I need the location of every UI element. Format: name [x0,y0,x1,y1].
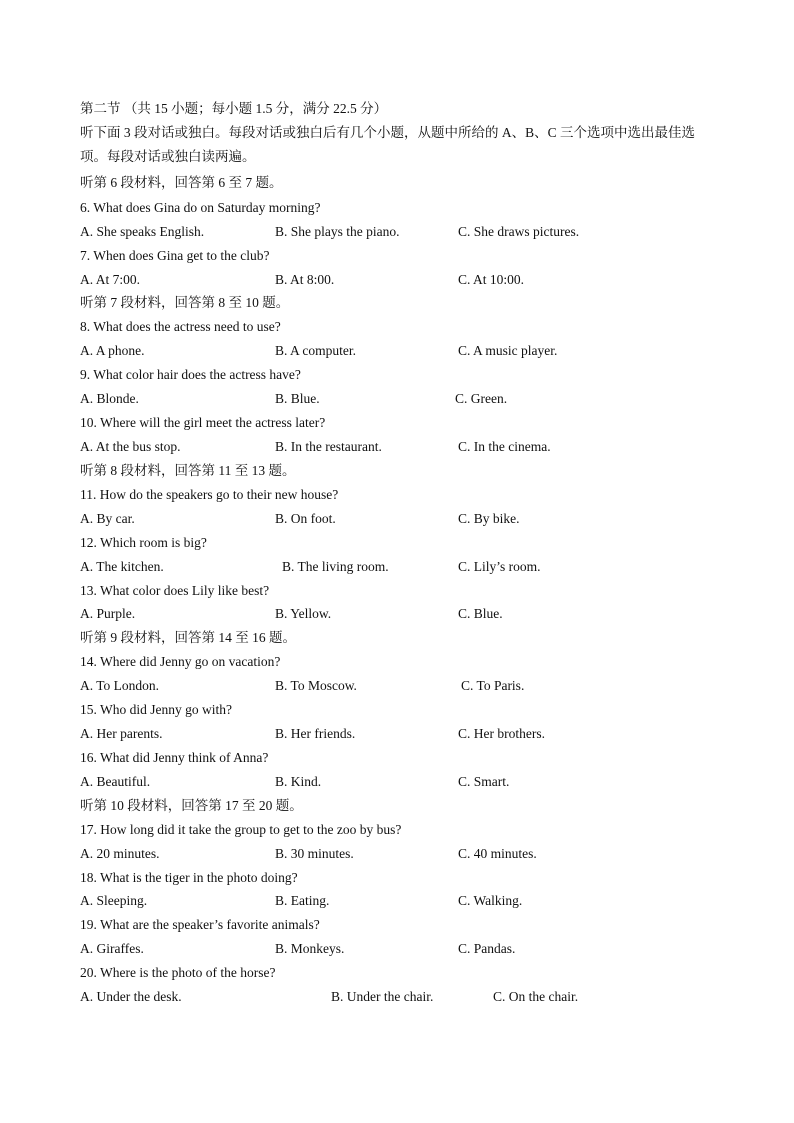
material-header-6: 听第 6 段材料，回答第 6 至 7 题。 [80,175,283,190]
q12-option-c: C. Lily’s room. [458,559,541,574]
section-instructions: 听下面 3 段对话或独白。每段对话或独白后有几个小题，从题中所给的 A、B、C 三个选项中选出最佳选项。每段对话或独白读两遍。 [80,125,696,164]
q17-option-b: B. 30 minutes. [275,846,354,861]
q6-option-b: B. She plays the piano. [275,224,400,239]
q19-option-b: B. Monkeys. [275,941,345,956]
q15-option-a: A. Her parents. [80,726,163,741]
q13-option-c: C. Blue. [458,606,503,621]
q10-option-c: C. In the cinema. [458,439,551,454]
q17-option-a: A. 20 minutes. [80,846,160,861]
question-6: 6. What does Gina do on Saturday morning? [80,200,321,215]
q19-option-a: A. Giraffes. [80,941,144,956]
q17-option-c: C. 40 minutes. [458,846,537,861]
q16-option-c: C. Smart. [458,774,510,789]
question-11: 11. How do the speakers go to their new house? [80,487,339,502]
q6-option-c: C. She draws pictures. [458,224,580,239]
q10-option-a: A. At the bus stop. [80,439,181,454]
q15-option-b: B. Her friends. [275,726,356,741]
question-8: 8. What does the actress need to use? [80,319,281,334]
q18-option-a: A. Sleeping. [80,893,148,908]
question-14: 14. Where did Jenny go on vacation? [80,654,281,669]
q11-option-b: B. On foot. [275,511,336,526]
q16-option-b: B. Kind. [275,774,322,789]
q7-option-a: A. At 7:00. [80,272,141,287]
q19-option-c: C. Pandas. [458,941,516,956]
q20-option-b: B. Under the chair. [331,989,434,1004]
question-16: 16. What did Jenny think of Anna? [80,750,269,765]
q8-option-c: C. A music player. [458,343,558,358]
section-title: 第二节 （共 15 小题；每小题 1.5 分，满分 22.5 分） [80,101,388,116]
q9-option-a: A. Blonde. [80,391,139,406]
q12-option-b: B. The living room. [282,559,389,574]
q20-option-a: A. Under the desk. [80,989,182,1004]
q18-option-c: C. Walking. [458,893,523,908]
q16-option-a: A. Beautiful. [80,774,151,789]
q11-option-a: A. By car. [80,511,135,526]
question-10: 10. Where will the girl meet the actress later? [80,415,326,430]
q14-option-b: B. To Moscow. [275,678,357,693]
question-19: 19. What are the speaker’s favorite animals? [80,917,320,932]
q6-option-a: A. She speaks English. [80,224,205,239]
q14-option-a: A. To London. [80,678,160,693]
q18-option-b: B. Eating. [275,893,330,908]
q9-option-b: B. Blue. [275,391,320,406]
q8-option-a: A. A phone. [80,343,145,358]
q15-option-c: C. Her brothers. [458,726,545,741]
material-header-8: 听第 8 段材料，回答第 11 至 13 题。 [80,463,296,478]
q11-option-c: C. By bike. [458,511,520,526]
question-13: 13. What color does Lily like best? [80,583,270,598]
question-7: 7. When does Gina get to the club? [80,248,270,263]
q8-option-b: B. A computer. [275,343,356,358]
question-17: 17. How long did it take the group to get to the zoo by bus? [80,822,402,837]
material-header-9: 听第 9 段材料，回答第 14 至 16 题。 [80,630,296,645]
q13-option-a: A. Purple. [80,606,136,621]
question-15: 15. Who did Jenny go with? [80,702,232,717]
q7-option-b: B. At 8:00. [275,272,335,287]
question-20: 20. Where is the photo of the horse? [80,965,276,980]
q9-option-c: C. Green. [455,391,508,406]
q20-option-c: C. On the chair. [493,989,579,1004]
q13-option-b: B. Yellow. [275,606,332,621]
q14-option-c: C. To Paris. [461,678,525,693]
q7-option-c: C. At 10:00. [458,272,525,287]
q10-option-b: B. In the restaurant. [275,439,382,454]
material-header-10: 听第 10 段材料，回答第 17 至 20 题。 [80,798,303,813]
question-9: 9. What color hair does the actress have? [80,367,301,382]
question-18: 18. What is the tiger in the photo doing? [80,870,298,885]
q12-option-a: A. The kitchen. [80,559,164,574]
question-12: 12. Which room is big? [80,535,207,550]
material-header-7: 听第 7 段材料，回答第 8 至 10 题。 [80,295,290,310]
